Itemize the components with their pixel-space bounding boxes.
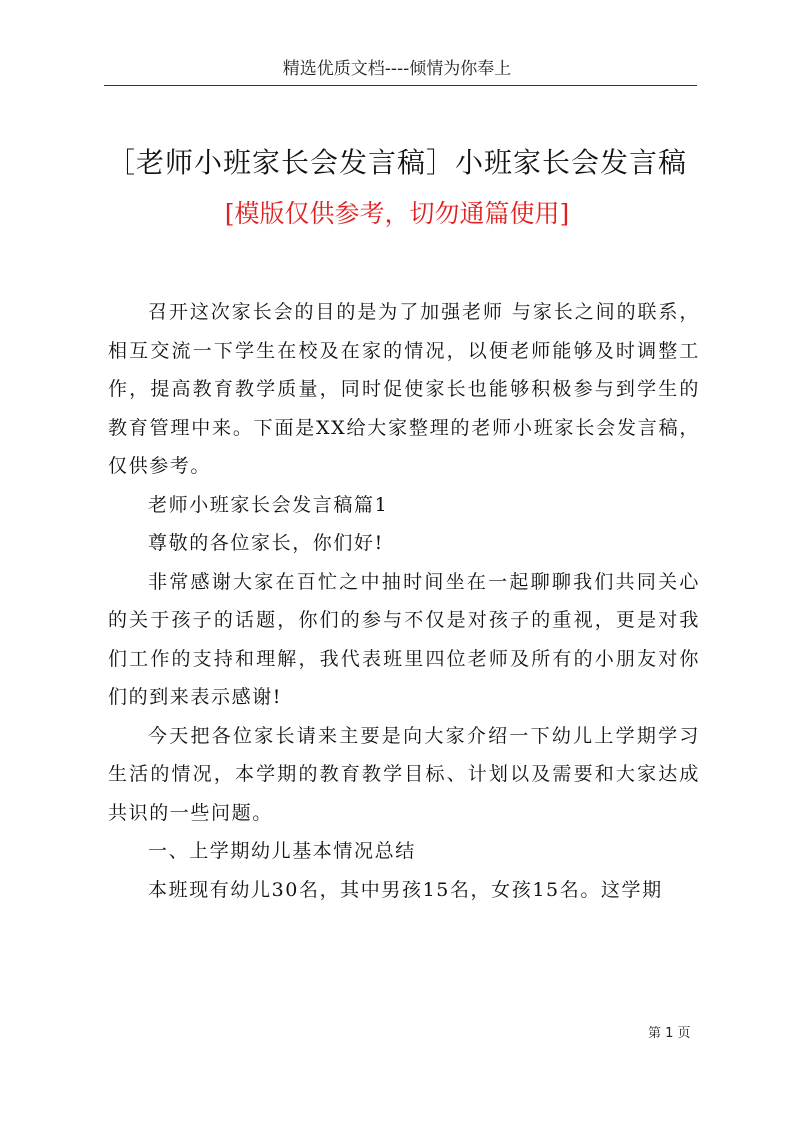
section-heading: 老师小班家长会发言稿篇1: [148, 493, 389, 516]
greeting-paragraph: 尊敬的各位家长，你们好!: [148, 532, 384, 554]
intro-paragraph: 召开这次家长会的目的是为了加强老师 与家长之间的联系，相互交流一下学生在校及在家的情况，以便老师能够及时调整工作，提高教育教学质量，同时促使家长也能够积极参与到学生的教育管理中来。下面是XX给大家整理的老师小班家长会发言稿，仅供参考。: [108, 301, 700, 477]
page-header: 精选优质文档----倾情为你奉上: [282, 59, 512, 79]
document-subtitle: [模版仅供参考，切勿通篇使用]: [224, 199, 570, 228]
document-body: [108, 293, 700, 909]
purpose-paragraph: 今天把各位家长请来主要是向大家介绍一下幼儿上学期学习生活的情况，本学期的教育教学目标、计划以及需要和大家达成共识的一些问题。: [108, 724, 700, 824]
page-number: 第 1 页: [648, 1026, 691, 1041]
document-title: ［老师小班家长会发言稿］小班家长会发言稿: [106, 146, 687, 179]
class-info-paragraph: 本班现有幼儿30名，其中男孩15名，女孩15名。这学期: [148, 878, 663, 901]
header-divider: [104, 85, 697, 86]
subsection-heading: 一、上学期幼儿基本情况总结: [148, 840, 416, 862]
thanks-paragraph: 非常感谢大家在百忙之中抽时间坐在一起聊聊我们共同关心的关于孩子的话题，你们的参与不仅是对孩子的重视，更是对我们工作的支持和理解，我代表班里四位老师及所有的小朋友对你们的到来表示感谢!: [108, 570, 700, 708]
